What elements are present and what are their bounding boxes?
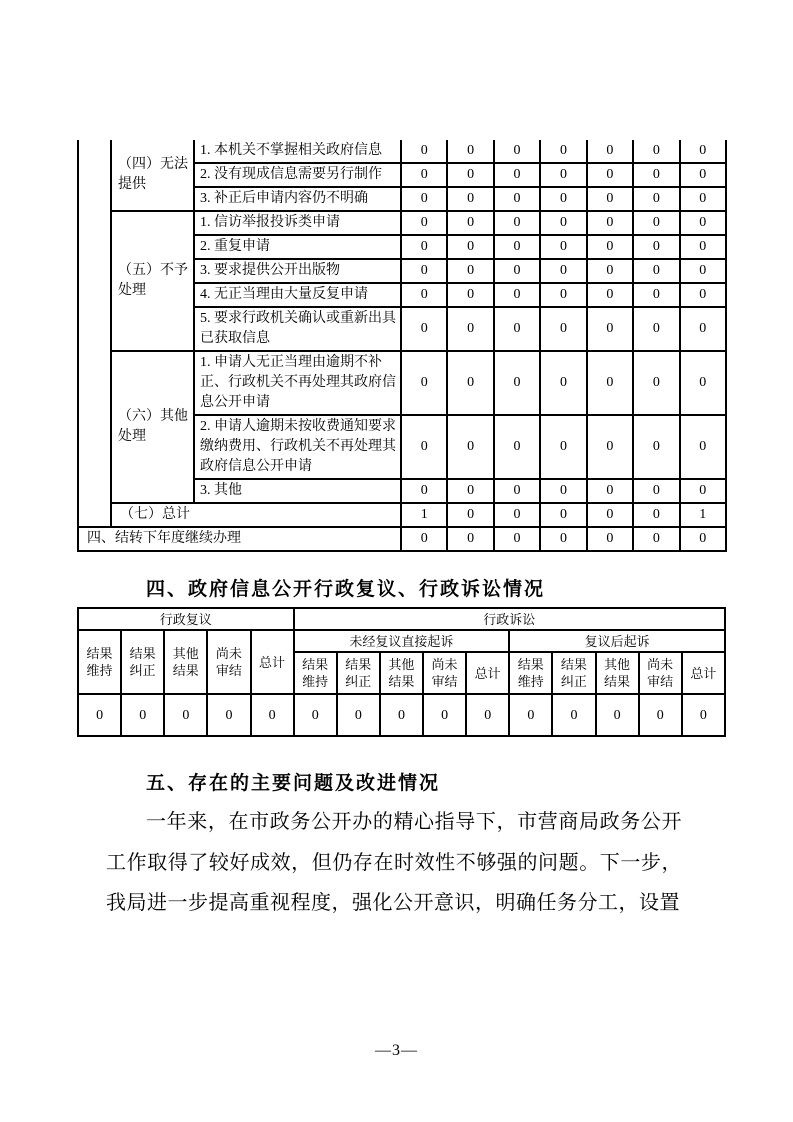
value-cell: 0 (680, 187, 726, 211)
litigation-column-header: 尚未审结 (423, 652, 466, 694)
value-cell: 0 (447, 163, 493, 187)
item-label-cell: 1. 信访举报投诉类申请 (194, 211, 401, 235)
value-cell: 0 (494, 211, 540, 235)
value-cell: 0 (540, 259, 586, 283)
value-cell: 0 (401, 479, 447, 503)
value-cell: 0 (494, 527, 540, 551)
value-cell: 0 (466, 694, 509, 736)
value-cell: 0 (401, 415, 447, 479)
value-cell: 0 (587, 211, 633, 235)
value-cell: 0 (540, 140, 586, 163)
body-paragraph: 一年来，在市政务公开办的精心指导下，市营商局政务公开工作取得了较好成效，但仍存在时效性不够强的问题。下一步，我局进一步提高重视程度，强化公开意识，明确任务分工，设置 (106, 811, 682, 914)
value-cell: 0 (423, 694, 466, 736)
litigation-direct-subheader: 未经复议直接起诉 (294, 630, 510, 652)
table2-subgroup-header-row (78, 630, 725, 652)
value-cell: 0 (633, 479, 679, 503)
value-cell: 0 (540, 503, 586, 527)
value-cell: 0 (633, 259, 679, 283)
value-cell: 0 (680, 163, 726, 187)
value-cell: 0 (540, 211, 586, 235)
value-cell: 0 (509, 694, 552, 736)
value-cell: 0 (447, 503, 493, 527)
value-cell: 0 (587, 187, 633, 211)
review-litigation-table (77, 607, 726, 737)
value-cell: 0 (494, 351, 540, 415)
value-cell: 0 (587, 307, 633, 351)
table2-values-row (78, 694, 725, 736)
page-number: —3— (375, 1042, 418, 1059)
litigation-column-header: 结果维持 (294, 652, 337, 694)
value-cell: 0 (540, 479, 586, 503)
value-cell: 0 (294, 694, 337, 736)
item-label-cell: 1. 申请人无正当理由逾期不补正、行政机关不再处理其政府信息公开申请 (194, 351, 401, 415)
value-cell: 0 (633, 351, 679, 415)
table-row (78, 140, 726, 163)
value-cell: 0 (494, 235, 540, 259)
carryover-row (78, 527, 726, 551)
value-cell: 0 (680, 307, 726, 351)
carryover-label-cell: 四、结转下年度继续办理 (78, 527, 401, 551)
value-cell: 0 (401, 283, 447, 307)
table-row (78, 351, 726, 415)
continued-category-cell (78, 140, 111, 527)
value-cell: 0 (552, 694, 595, 736)
value-cell: 0 (401, 527, 447, 551)
value-cell: 0 (633, 415, 679, 479)
value-cell: 0 (633, 527, 679, 551)
item-label-cell: 2. 重复申请 (194, 235, 401, 259)
value-cell: 0 (633, 211, 679, 235)
value-cell: 0 (401, 235, 447, 259)
table-row (78, 211, 726, 235)
value-cell: 0 (401, 163, 447, 187)
value-cell: 0 (587, 140, 633, 163)
value-cell: 0 (447, 527, 493, 551)
value-cell: 0 (494, 307, 540, 351)
value-cell: 0 (78, 694, 121, 736)
value-cell: 0 (447, 479, 493, 503)
value-cell: 0 (680, 479, 726, 503)
value-cell: 0 (447, 235, 493, 259)
value-cell: 0 (633, 163, 679, 187)
value-cell: 0 (540, 307, 586, 351)
value-cell: 0 (633, 503, 679, 527)
litigation-column-header: 结果维持 (509, 652, 552, 694)
item-label-cell: 3. 补正后申请内容仍不明确 (194, 187, 401, 211)
section5-heading: 五、存在的主要问题及改进情况 (146, 773, 441, 794)
total-row (78, 503, 726, 527)
category-cell: （四）无法提供 (111, 140, 194, 211)
value-cell: 0 (540, 351, 586, 415)
value-cell: 0 (680, 415, 726, 479)
review-column-header: 结果纠正 (121, 630, 164, 694)
litigation-column-header: 其他结果 (596, 652, 639, 694)
value-cell: 0 (587, 527, 633, 551)
review-column-header: 总计 (251, 630, 294, 694)
value-cell: 0 (540, 187, 586, 211)
value-cell: 0 (680, 351, 726, 415)
value-cell: 0 (587, 479, 633, 503)
item-label-cell: 1. 本机关不掌握相关政府信息 (194, 140, 401, 163)
value-cell: 0 (587, 235, 633, 259)
value-cell: 0 (680, 211, 726, 235)
value-cell: 0 (680, 235, 726, 259)
category-cell: （五）不予处理 (111, 211, 194, 351)
value-cell: 0 (447, 415, 493, 479)
item-label-cell: 4. 无正当理由大量反复申请 (194, 283, 401, 307)
value-cell: 0 (633, 140, 679, 163)
litigation-column-header: 结果纠正 (552, 652, 595, 694)
table2-group-header-row (78, 608, 725, 630)
value-cell: 0 (251, 694, 294, 736)
total-label-cell: （七）总计 (111, 503, 401, 527)
value-cell: 0 (447, 187, 493, 211)
value-cell: 0 (633, 187, 679, 211)
value-cell: 0 (587, 503, 633, 527)
review-group-header: 行政复议 (78, 608, 294, 630)
value-cell: 0 (401, 307, 447, 351)
value-cell: 0 (540, 527, 586, 551)
value-cell: 0 (494, 479, 540, 503)
value-cell: 0 (680, 259, 726, 283)
value-cell: 0 (682, 694, 725, 736)
value-cell: 0 (164, 694, 207, 736)
review-column-header: 尚未审结 (207, 630, 250, 694)
value-cell: 0 (207, 694, 250, 736)
litigation-column-header: 结果纠正 (337, 652, 380, 694)
value-cell: 1 (401, 503, 447, 527)
value-cell: 0 (401, 351, 447, 415)
value-cell: 0 (540, 283, 586, 307)
value-cell: 0 (639, 694, 682, 736)
value-cell: 0 (633, 283, 679, 307)
value-cell: 0 (121, 694, 164, 736)
value-cell: 0 (587, 283, 633, 307)
value-cell: 0 (401, 259, 447, 283)
value-cell: 0 (447, 140, 493, 163)
value-cell: 0 (401, 211, 447, 235)
value-cell: 0 (494, 140, 540, 163)
value-cell: 0 (587, 415, 633, 479)
value-cell: 0 (494, 503, 540, 527)
application-results-table-body (78, 140, 726, 551)
value-cell: 0 (494, 187, 540, 211)
item-label-cell: 3. 其他 (194, 479, 401, 503)
value-cell: 0 (680, 283, 726, 307)
value-cell: 0 (447, 283, 493, 307)
category-cell: （六）其他处理 (111, 351, 194, 503)
litigation-column-header: 其他结果 (380, 652, 423, 694)
value-cell: 0 (540, 235, 586, 259)
value-cell: 0 (633, 307, 679, 351)
litigation-after-review-subheader: 复议后起诉 (509, 630, 725, 652)
value-cell: 1 (680, 503, 726, 527)
value-cell: 0 (337, 694, 380, 736)
item-label-cell: 5. 要求行政机关确认或重新出具已获取信息 (194, 307, 401, 351)
value-cell: 0 (494, 415, 540, 479)
value-cell: 0 (540, 415, 586, 479)
value-cell: 0 (494, 163, 540, 187)
value-cell: 0 (587, 259, 633, 283)
item-label-cell: 3. 要求提供公开出版物 (194, 259, 401, 283)
value-cell: 0 (447, 259, 493, 283)
value-cell: 0 (447, 307, 493, 351)
litigation-group-header: 行政诉讼 (294, 608, 725, 630)
litigation-column-header: 总计 (466, 652, 509, 694)
value-cell: 0 (587, 351, 633, 415)
section4-heading: 四、政府信息公开行政复议、行政诉讼情况 (146, 579, 546, 600)
value-cell: 0 (447, 351, 493, 415)
value-cell: 0 (494, 283, 540, 307)
value-cell: 0 (401, 187, 447, 211)
litigation-column-header: 尚未审结 (639, 652, 682, 694)
litigation-column-header: 总计 (682, 652, 725, 694)
value-cell: 0 (587, 163, 633, 187)
value-cell: 0 (401, 140, 447, 163)
value-cell: 0 (680, 527, 726, 551)
value-cell: 0 (633, 235, 679, 259)
application-results-table (77, 140, 727, 552)
review-column-header: 结果维持 (78, 630, 121, 694)
value-cell: 0 (596, 694, 639, 736)
value-cell: 0 (494, 259, 540, 283)
review-column-header: 其他结果 (164, 630, 207, 694)
value-cell: 0 (680, 140, 726, 163)
item-label-cell: 2. 申请人逾期未按收费通知要求缴纳费用、行政机关不再处理其政府信息公开申请 (194, 415, 401, 479)
value-cell: 0 (447, 211, 493, 235)
value-cell: 0 (380, 694, 423, 736)
item-label-cell: 2. 没有现成信息需要另行制作 (194, 163, 401, 187)
value-cell: 0 (540, 163, 586, 187)
